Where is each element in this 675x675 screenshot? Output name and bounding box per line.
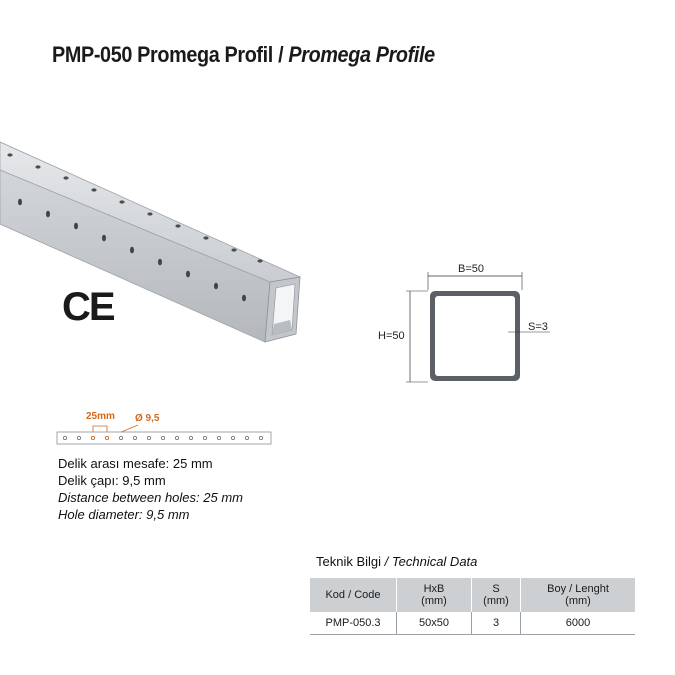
- technical-data-table: [310, 578, 635, 635]
- hole-strip-drawing: [55, 406, 275, 456]
- tech-title-italic: / Technical Data: [384, 554, 478, 569]
- hole-distance-en: Distance between holes: 25 mm: [58, 490, 243, 505]
- title-italic: Promega Profile: [288, 42, 435, 67]
- cross-section-drawing: [370, 260, 550, 390]
- tech-title-main: Teknik Bilgi: [316, 554, 382, 569]
- hole-diameter-en: Hole diameter: 9,5 mm: [58, 507, 190, 522]
- technical-data-title: [316, 554, 477, 569]
- width-dimension-label: B=50: [458, 263, 484, 275]
- cell-size: 50x50: [397, 612, 472, 635]
- height-dimension-label: H=50: [378, 330, 405, 342]
- cell-thickness: 3: [472, 612, 521, 635]
- header-thickness: S (mm): [472, 578, 521, 612]
- page-title: [52, 42, 435, 68]
- spacing-label: 25mm: [86, 411, 115, 422]
- cell-length: 6000: [521, 612, 636, 635]
- hole-info: [58, 455, 243, 523]
- profile-illustration: [0, 130, 310, 360]
- table-header-row: [310, 578, 635, 612]
- header-code: Kod / Code: [310, 578, 397, 612]
- ce-mark: CE: [62, 285, 114, 329]
- cell-code: PMP-050.3: [310, 612, 397, 635]
- table-row: [310, 612, 635, 635]
- diameter-label: Ø 9,5: [135, 413, 160, 424]
- header-size: HxB (mm): [397, 578, 472, 612]
- hole-diameter-tr: Delik çapı: 9,5 mm: [58, 473, 166, 488]
- hole-distance-tr: Delik arası mesafe: 25 mm: [58, 456, 213, 471]
- thickness-dimension-label: S=3: [528, 321, 548, 333]
- title-main: PMP-050 Promega Profil /: [52, 42, 284, 67]
- header-length: Boy / Lenght (mm): [521, 578, 636, 612]
